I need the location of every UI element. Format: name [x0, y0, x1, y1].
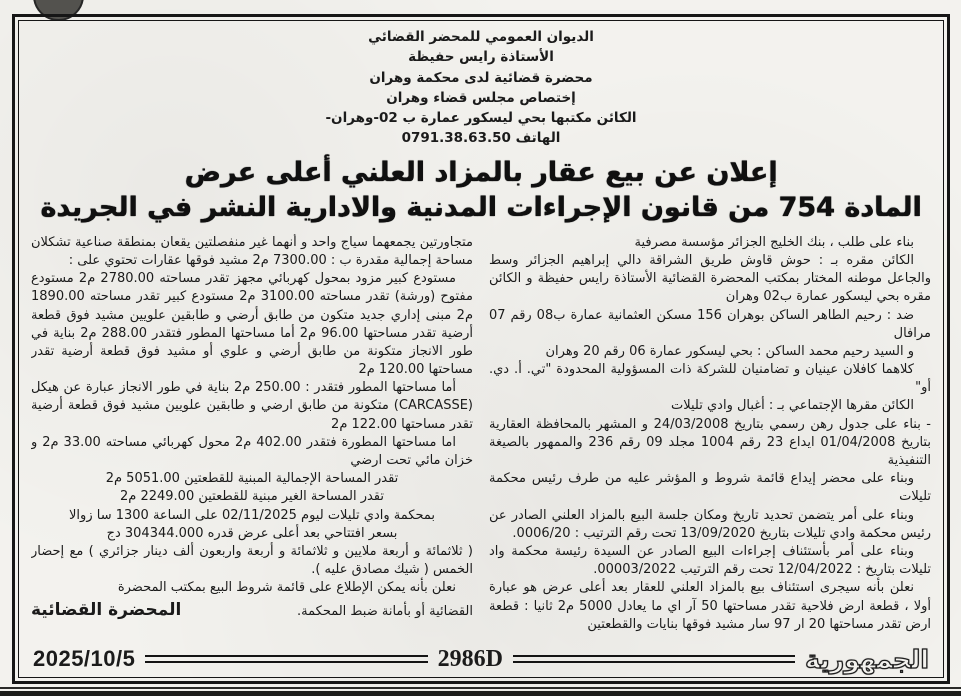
paragraph: أما مساحتها المطور فتقدر : 250.00 م2 بناية في طور الانجاز عبارة عن هيكل (CARCASSE) متكونة من طابق ارضي و طابقين علويين مشيد فوق قطعة أرضية تقدر مساحتها 122.00 م2: [31, 380, 473, 432]
paragraph: كلاهما كافلان عينيان و تضامنيان للشركة ذات المسؤولية المحدودة "تي. أ. دي. أو": [489, 362, 931, 396]
footer-band: [31, 643, 931, 675]
paragraph: الكائن مقره بـ : حوش قاوش طريق الشراقة دالي إبراهيم الجزائر وسط والجاعل موطنه المختار بمكتب المحضرة القضائية الأستاذة رايس حفيظة و الكائن مقره بحي ليسكور عمارة ب02 وهران: [489, 252, 931, 305]
body-columns: [31, 234, 931, 641]
paragraph: تقدر المساحة الإجمالية المبنية للقطعتين 5051.00 م2: [105, 471, 399, 487]
closing-row: [31, 599, 473, 623]
paragraph: الكائن مقرها الإجتماعي بـ : أغبال وادي تليلات: [671, 398, 914, 414]
office-header-line: الكائن مكتبها بحي ليسكور عمارة ب 02-وهران-: [325, 110, 637, 126]
bailiff-signature: المحضرة القضائية: [31, 599, 182, 620]
announcement-frame: [12, 14, 950, 684]
footer-divider-line: [145, 655, 427, 663]
office-header-line: الديوان العمومي للمحضر القضائي: [368, 29, 594, 45]
paragraph: - بناء على جدول رهن رسمي بتاريخ 24/03/2008 و المشهر بالمحافظة العقارية بتاريخ 01/04/2008 ايداع 23 رقم 1004 مجلد 09 رقم 236 والممهور بالصيغة التنفيذية: [489, 416, 931, 468]
paragraph: بسعر افتتاحي بعد أعلى عرض قدره 304344.000 دج: [106, 525, 398, 541]
office-header-line: محضرة قضائية لدى محكمة وهران: [369, 69, 593, 86]
column-right: [489, 234, 931, 634]
title-line-1: إعلان عن بيع عقار بالمزاد العلني أعلى عرض: [184, 156, 778, 188]
paragraph: و السيد رحيم محمد الساكن : بحي ليسكور عمارة 06 رقم 20 وهران: [545, 343, 914, 359]
column-left-paragraphs: [31, 234, 473, 598]
column-left: [31, 234, 473, 623]
paragraph: وبناء على أمر بأستئناف إجراءات البيع الصادر عن السيدة رئيسة محكمة واد تليلات بتاريخ : 12/04/2022 تحت رقم الترتيب 00003/2022.: [489, 543, 931, 578]
closing-line: القضائية أو بأمانة ضبط المحكمة.: [297, 603, 473, 619]
office-header: [31, 27, 931, 149]
publication-date: 2025/10/5: [32, 646, 136, 671]
announcement-title: [31, 155, 931, 226]
paragraph: مستودع كبير مزود بمحول كهربائي مجهز تقدر مساحته 2780.00 م2 مستودع مفتوح (ورشة) تقدر مساحته 3100.00 م2 مستودع كبير تقدر مساحته 1890.00 م2 مبنى إداري جديد متكون من طابق أرضي و طابقين علويين مشيد فوق قطعة أرضية تقدر مساحتها 96.00 م2 أما مساحتها المطور فتقدر 288.00 م2 بناية في طور الانجاز متكونة من طابق أرضي و علوي أو مشيد فوق قطعة أرضية تقدر مساحتها 120.00 م2: [31, 271, 474, 378]
paragraph: تقدر المساحة الغير مبنية للقطعتين 2249.00 م2: [119, 489, 384, 505]
page-bottom-rule-thin: [0, 687, 961, 689]
office-header-line: الأستاذة رايس حفيظة: [408, 49, 554, 66]
paragraph: ( ثلاثمائة و أربعة ملايين و ثلاثمائة و أربعة واربعون ألف دينار جزائري ) مع إحضار الخمس ( شيك مصادق عليه ).: [31, 543, 473, 578]
newspaper-logo: الجمهورية: [805, 644, 929, 674]
paragraph: بناء على طلب ، بنك الخليج الجزائر مؤسسة مصرفية: [634, 234, 914, 250]
office-header-line: الهاتف 0791.38.63.50: [401, 130, 561, 147]
office-header-line: إختصاص مجلس قضاء وهران: [386, 89, 576, 106]
paragraph: متجاورتين يجمعهما سياج واحد و أنهما غير منفصلتين يقعان بمنطقة صناعية تشكلان مساحة إجمالية مقدرة ب : 7300.00 م2 مشيد فوقها عقارات تحتوي على :: [31, 234, 473, 268]
paragraph: نعلن بأنه سيجرى استئناف بيع بالمزاد العلني للعقار بعد أعلى عرض هو عبارة أولا ، قطعة ارض فلاحية تقدر مساحتها 50 آر اي ما يعادل 5000 م2 ثانيا : قطعة ارض تقدر مساحتها 20 ار 97 سار مشيد فوقها بنايات والقطعتين: [489, 580, 931, 632]
announcement-ref-number: 2986D: [437, 645, 503, 672]
paragraph: نعلن بأنه يمكن الإطلاع على قائمة شروط البيع بمكتب المحضرة: [117, 580, 456, 596]
page-bottom-rule-thick: [0, 691, 961, 696]
paragraph: اما مساحتها المطورة فتقدر 402.00 م2 محول كهربائي مساحته 33.00 م2 و خزان مائي تحت ارضي: [31, 434, 473, 468]
paragraph: وبناء على محضر إيداع قائمة شروط و المؤشر عليه من طرف رئيس محكمة تليلات: [489, 471, 931, 505]
title-line-2: المادة 754 من قانون الإجراءات المدنية والادارية النشر في الجريدة: [40, 192, 922, 224]
paragraph: وبناء على أمر يتضمن تحديد تاريخ ومكان جلسة البيع بالمزاد العلني الصادر عن رئيس محكمة وادي تليلات بتاريخ 13/09/2020 تحت رقم الترتيب : 0006/20.: [489, 507, 931, 541]
announcement-content: [18, 20, 944, 678]
footer-divider-line: [513, 655, 795, 663]
paragraph: بمحكمة وادي تليلات ليوم 02/11/2025 على الساعة 1300 سا زوالا: [69, 507, 435, 523]
paragraph: ضد : رحيم الطاهر الساكن بوهران 156 مسكن العثمانية عمارة ب08 رقم 07 مرافال: [489, 307, 931, 341]
